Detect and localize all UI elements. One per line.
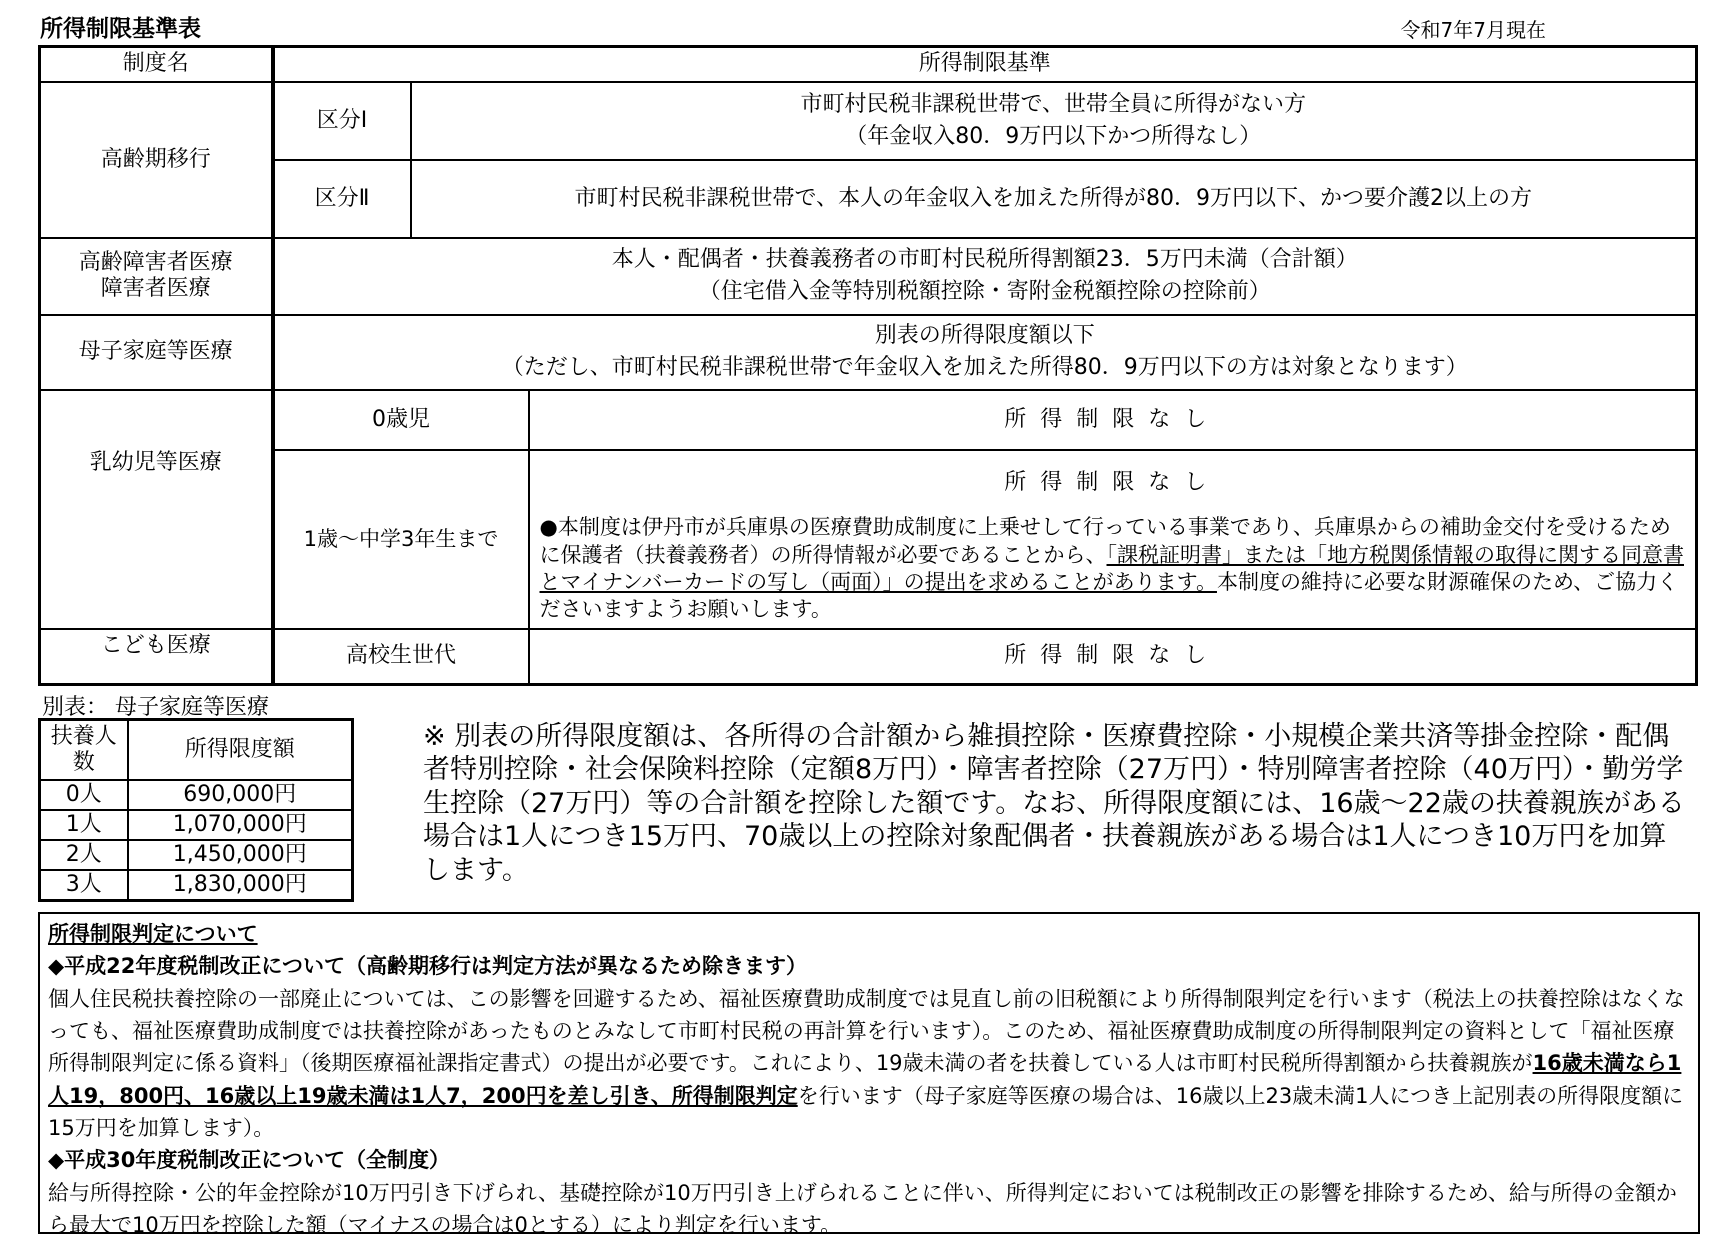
row3-amount: 1,830,000円 xyxy=(128,870,353,901)
income-limit-table xyxy=(38,45,1698,686)
row1-people: 1人 xyxy=(40,810,128,840)
header-system-name: 制度名 xyxy=(40,47,273,82)
koreiki-class1-line1: 市町村民税非課税世帯で、世帯全員に所得がない方 xyxy=(800,91,1307,117)
h22-body xyxy=(48,983,1690,1145)
row-kodomo-name: こども医療 xyxy=(40,629,273,685)
koreiki-class2-criteria: 市町村民税非課税世帯で、本人の年金収入を加えた所得が80．9万円以下、かつ要介護2以上の方 xyxy=(411,160,1697,238)
h22-part-c: を行います（母子家庭等医療の場合は、16歳以上23歳未満1人につき上記別表の所得限度額に15万円を加算します）。 xyxy=(48,1083,1684,1140)
high-school-value: 所得制限なし xyxy=(529,629,1697,685)
shogai-name-line1: 高齢障害者医療 xyxy=(78,249,233,275)
header-criteria: 所得制限基準 xyxy=(273,47,1697,82)
h30-heading: ◆平成30年度税制改正について（全制度） xyxy=(48,1148,450,1173)
row-nyuyoji-name: 乳幼児等医療 xyxy=(40,390,273,629)
shogai-name-line2: 障害者医療 xyxy=(100,276,211,301)
judgment-box xyxy=(38,912,1700,1237)
boshi-line1: 別表の所得限度額以下 xyxy=(874,323,1095,349)
koreiki-class1-label: 区分Ⅰ xyxy=(273,82,411,160)
boshi-criteria xyxy=(273,315,1697,390)
row-boshi-name: 母子家庭等医療 xyxy=(40,315,273,390)
row1-amount: 1,070,000円 xyxy=(128,810,353,840)
high-school-label: 高校生世代 xyxy=(273,629,529,685)
age0-value: 所得制限なし xyxy=(529,390,1697,450)
age1-label: 1歳～中学3年生まで xyxy=(273,450,529,629)
h22-part-b: 16歳未満なら1人19，800円、16歳以上19歳未満は1人7，200円を差し引き、所得制限判定 xyxy=(48,1051,1682,1108)
single-parent-limit-table xyxy=(38,718,354,902)
note-part-a: ●本制度は伊丹市が兵庫県の医療費助成制度に上乗せして行っている事業であり、兵庫県からの補助金交付を受けるために保護者（扶養義務者）の所得情報が必要であることから、 xyxy=(539,515,1671,567)
age1-note xyxy=(530,508,1696,627)
koreiki-class1-criteria xyxy=(411,82,1697,160)
row-shogai-name xyxy=(40,238,273,315)
boshi-line2: （ただし、市町村民税非課税世帯で年金収入を加えた所得80．9万円以下の方は対象となります） xyxy=(501,355,1468,380)
row0-amount: 690,000円 xyxy=(128,780,353,810)
deduction-note: ※ 別表の所得限度額は、各所得の合計額から雑損控除・医療費控除・小規模企業共済等掛金控除・配偶者特別控除・社会保険料控除（定額8万円）・障害者控除（27万円）・特別障害者控除（40万円）・勤労学生控除（27万円）等の合計額を控除した額です。なお、所得限度額には、16歳～22歳の扶養親族がある場合は1人につき15万円、70歳以上の控除対象配偶者・扶養親族がある場合は1人につき10万円を加算します。 xyxy=(423,721,1685,886)
h30-body: 給与所得控除・公的年金控除が10万円引き下げられ、基礎控除が10万円引き上げられることに伴い、所得判定においては税制改正の影響を排除するため、給与所得の金額から最大で10万円を控除した額（マイナスの場合は0とする）により判定を行います。 xyxy=(48,1180,1677,1237)
age1-cell xyxy=(529,450,1697,629)
koreiki-class2-label: 区分Ⅱ xyxy=(273,160,411,238)
as-of-date: 令和7年7月現在 xyxy=(1400,18,1546,42)
row-koreiki-name: 高齢期移行 xyxy=(40,82,273,238)
page-title: 所得制限基準表 xyxy=(40,16,201,42)
h22-heading: ◆平成22年度税制改正について（高齢期移行は判定方法が異なるため除きます） xyxy=(48,954,807,979)
header-dependents: 扶養人数 xyxy=(40,720,128,780)
koreiki-class1-line2: （年金収入80．9万円以下かつ所得なし） xyxy=(845,123,1262,149)
sub-table-title: 別表： 母子家庭等医療 xyxy=(42,695,269,720)
row0-people: 0人 xyxy=(40,780,128,810)
judgment-title: 所得制限判定について xyxy=(48,922,258,946)
shogai-line1: 本人・配偶者・扶養義務者の市町村民税所得割額23．5万円未満（合計額） xyxy=(611,247,1358,273)
h22-part-a: 個人住民税扶養控除の一部廃止については、この影響を回避するため、福祉医療費助成制度では見直し前の旧税額により所得制限判定を行います（税法上の扶養控除はなくなっても、福祉医療費助成制度では扶養控除があったものとみなして市町村民税の再計算を行います）。このため、福祉医療費助成制度の所得制限判定の資料として「福祉医療所得制限判定に係る資料」（後期医療福祉課指定書式）の提出が必要です。これにより、19歳未満の者を扶養している人は市町村民税所得割額から扶養親族が xyxy=(48,986,1685,1076)
row3-people: 3人 xyxy=(40,870,128,901)
note-part-c: 本制度の維持に必要な財源確保のため、ご協力くださいますようお願いします。 xyxy=(539,569,1679,622)
row2-people: 2人 xyxy=(40,840,128,870)
age1-value: 所得制限なし xyxy=(1004,469,1221,495)
note-part-b: 「課税証明書」または「地方税関係情報の取得に関する同意書とマイナンバーカードの写し（両面）」の提出を求めることがあります。 xyxy=(539,542,1684,594)
shogai-line2: （住宅借入金等特別税額控除・寄附金税額控除の控除前） xyxy=(698,279,1271,304)
shogai-criteria xyxy=(273,238,1697,315)
age0-label: 0歳児 xyxy=(273,390,529,450)
header-limit: 所得限度額 xyxy=(128,720,353,780)
row2-amount: 1,450,000円 xyxy=(128,840,353,870)
